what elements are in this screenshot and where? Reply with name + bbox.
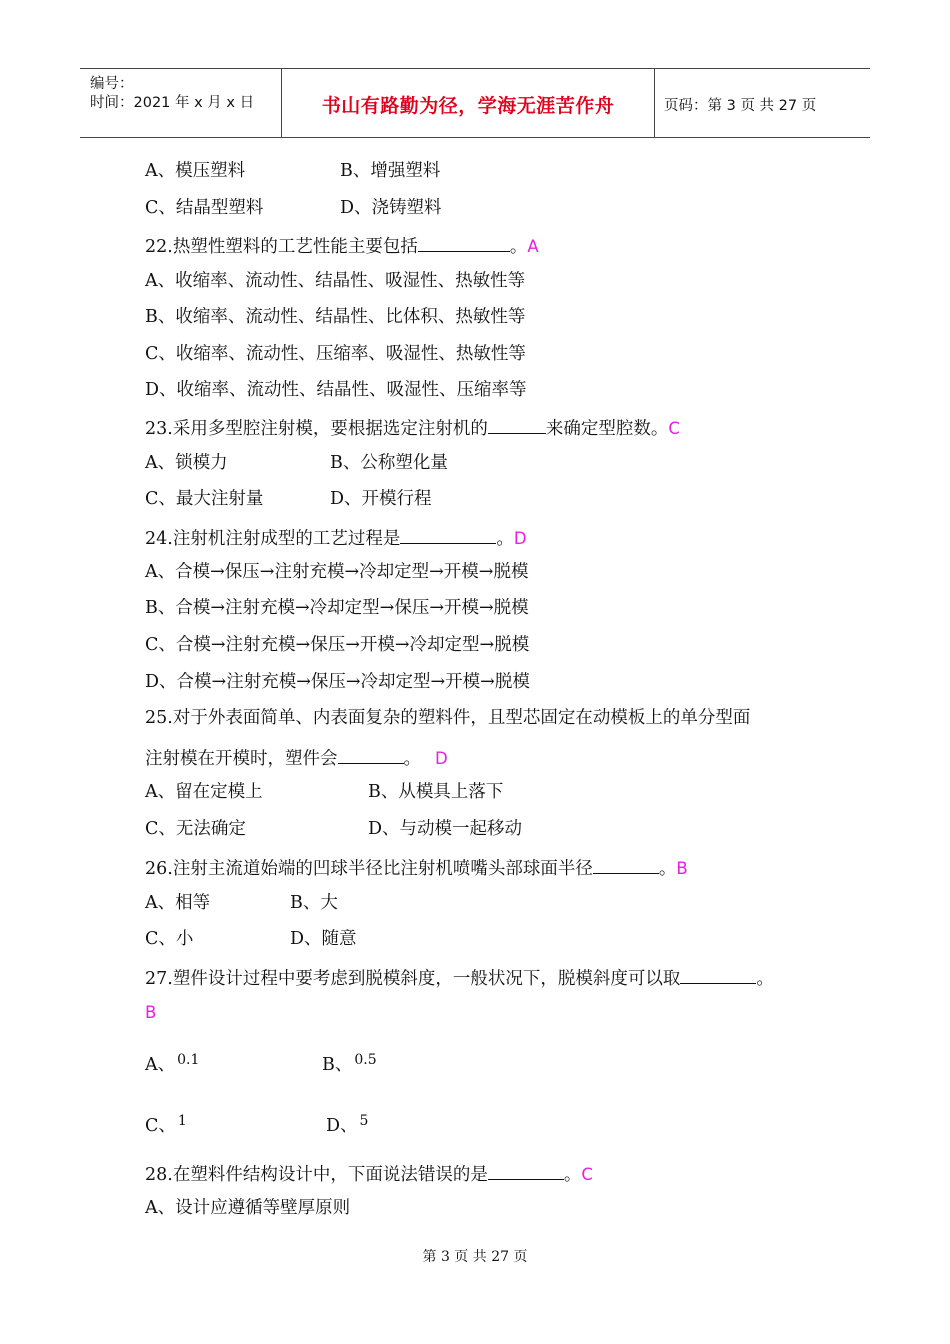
- option-line: D、随意: [290, 929, 357, 949]
- option-line: D、浇铸塑料: [340, 198, 442, 218]
- option-value: 1: [177, 1113, 187, 1129]
- question-27-answer: [145, 1002, 156, 1024]
- answer-key: D: [513, 529, 527, 548]
- option-line: D、收缩率、流动性、结晶性、吸湿性、压缩率等: [145, 380, 527, 400]
- question-text: 26.注射主流道始端的凹球半径比注射机喷嘴头部球面半径: [145, 859, 593, 879]
- option-line: B、收缩率、流动性、结晶性、比体积、热敏性等: [145, 307, 526, 327]
- question-24: [145, 525, 527, 550]
- option-line: A、合模→保压→注射充模→冷却定型→开模→脱模: [145, 562, 529, 582]
- answer-blank: [593, 855, 659, 874]
- answer-key: C: [668, 419, 680, 438]
- option-line: A、模压塑料: [145, 161, 246, 181]
- question-25: 25.对于外表面简单、内表面复杂的塑料件，且型芯固定在动模板上的单分型面: [145, 708, 751, 728]
- question-end: 。: [563, 1165, 582, 1185]
- option-line: A、留在定模上: [145, 782, 263, 802]
- option-letter: B、: [322, 1055, 353, 1075]
- question-23: [145, 415, 680, 440]
- option-letter: D、: [326, 1116, 358, 1136]
- question-text: 28.在塑料件结构设计中，下面说法错误的是: [145, 1165, 488, 1185]
- page-header: [80, 68, 870, 138]
- option-line: B、大: [290, 893, 338, 913]
- option-line: B、从模具上落下: [368, 782, 504, 802]
- header-page-info: 页码：第 3 页 共 27 页: [664, 98, 817, 114]
- page-footer: 第 3 页 共 27 页: [422, 1249, 528, 1265]
- answer-key: B: [145, 1003, 157, 1022]
- answer-blank: [418, 233, 510, 252]
- option-line: C、最大注射量: [145, 489, 264, 509]
- option-line: [145, 1115, 187, 1138]
- question-text: 注射模在开模时，塑件会: [145, 749, 338, 769]
- option-line: C、收缩率、流动性、压缩率、吸湿性、热敏性等: [145, 344, 526, 364]
- question-28: [145, 1161, 593, 1186]
- question-text: 23.采用多型腔注射模，要根据选定注射机的: [145, 419, 488, 439]
- question-text: 24.注射机注射成型的工艺过程是: [145, 529, 401, 549]
- option-line: [322, 1054, 377, 1077]
- option-value: 5: [359, 1113, 369, 1129]
- option-line: C、合模→注射充模→保压→开模→冷却定型→脱模: [145, 635, 530, 655]
- question-text: 22.热塑性塑料的工艺性能主要包括: [145, 237, 418, 257]
- header-page-cell: [654, 69, 870, 137]
- question-end: 来确定型腔数。: [545, 419, 669, 439]
- option-line: B、增强塑料: [340, 161, 441, 181]
- answer-key: A: [527, 237, 539, 256]
- answer-blank: [680, 965, 756, 984]
- question-22: [145, 233, 539, 258]
- option-line: [145, 1054, 199, 1077]
- question-end: 。: [403, 749, 421, 769]
- motto: 书山有路勤为径，学海无涯苦作舟: [321, 95, 615, 117]
- option-line: C、无法确定: [145, 819, 246, 839]
- answer-blank: [338, 745, 404, 764]
- option-line: [326, 1115, 368, 1138]
- option-value: 0.5: [354, 1052, 377, 1068]
- question-25-cont: [145, 745, 448, 770]
- option-line: D、与动模一起移动: [368, 819, 523, 839]
- time-label: 时间：2021 年 x 月 x 日: [90, 95, 255, 111]
- question-26: [145, 855, 688, 880]
- answer-blank: [488, 1161, 564, 1180]
- option-line: A、锁模力: [145, 453, 228, 473]
- question-27: [145, 965, 774, 990]
- question-end: 。: [496, 529, 514, 549]
- option-value: 0.1: [177, 1052, 200, 1068]
- option-line: A、收缩率、流动性、结晶性、吸湿性、热敏性等: [145, 271, 526, 291]
- option-line: C、小: [145, 929, 194, 949]
- option-line: D、开模行程: [330, 489, 432, 509]
- answer-key: C: [581, 1165, 593, 1184]
- answer-key: B: [676, 859, 688, 878]
- header-meta-cell: [80, 69, 280, 137]
- answer-blank: [488, 415, 546, 434]
- question-end: 。: [509, 237, 528, 257]
- question-end: 。: [756, 969, 774, 989]
- question-text: 27.塑件设计过程中要考虑到脱模斜度，一般状况下，脱模斜度可以取: [145, 969, 681, 989]
- question-end: 。: [658, 859, 677, 879]
- header-motto-cell: [281, 69, 655, 137]
- answer-key: D: [435, 749, 448, 768]
- option-letter: C、: [145, 1116, 176, 1136]
- option-line: B、公称塑化量: [330, 453, 448, 473]
- option-line: A、设计应遵循等壁厚原则: [145, 1198, 351, 1218]
- number-label: 编号：: [90, 76, 134, 92]
- option-line: C、结晶型塑料: [145, 198, 264, 218]
- option-letter: A、: [145, 1055, 176, 1075]
- answer-blank: [400, 525, 496, 544]
- option-line: D、合模→注射充模→保压→冷却定型→开模→脱模: [145, 672, 530, 692]
- option-line: A、相等: [145, 893, 211, 913]
- option-line: B、合模→注射充模→冷却定型→保压→开模→脱模: [145, 598, 529, 618]
